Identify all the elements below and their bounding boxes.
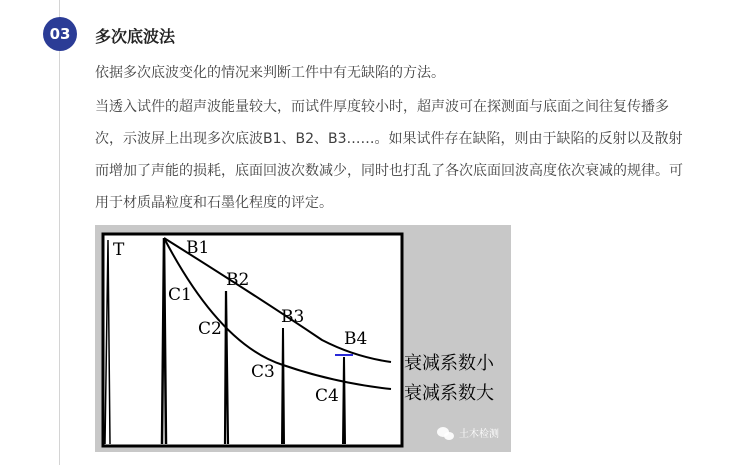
label-t: T: [113, 240, 125, 260]
echo-spike-4: [343, 357, 345, 444]
label-b4: B4: [344, 329, 368, 349]
paragraph-detail: 当透入试件的超声波能量较大，而试件厚度较小时，超声波可在探测面与底面之间往复传播多次，示波屏上出现多次底波B1、B2、B3……。如果试件存在缺陷，则由于缺陷的反射以及散射而增加了声能的损耗，底面回波次数减少，同时也打乱了各次底面回波高度依次衰减的规律。可用于材质晶粒度和石墨化程度的评定。: [95, 99, 683, 211]
multiple-echo-diagram: [95, 225, 511, 452]
echo-spike-3: [282, 328, 284, 444]
label-c1: C1: [168, 285, 192, 305]
legend-low-attenuation: 衰减系数小: [404, 353, 494, 374]
watermark-text: 土木检测: [459, 429, 499, 440]
label-b3: B3: [281, 307, 305, 327]
label-c4: C4: [315, 386, 339, 406]
timeline-rail: [59, 0, 60, 465]
section-title: 多次底波法: [95, 27, 176, 46]
label-b2: B2: [226, 270, 250, 290]
label-c2: C2: [198, 319, 222, 339]
watermark: [437, 427, 499, 440]
paragraph-intro: 依据多次底波变化的情况来判断工件中有无缺陷的方法。: [95, 65, 445, 81]
legend-high-attenuation: 衰减系数大: [404, 383, 494, 404]
section-number-badge: 03: [43, 17, 77, 51]
label-c3: C3: [251, 362, 275, 382]
label-b1: B1: [186, 238, 210, 258]
